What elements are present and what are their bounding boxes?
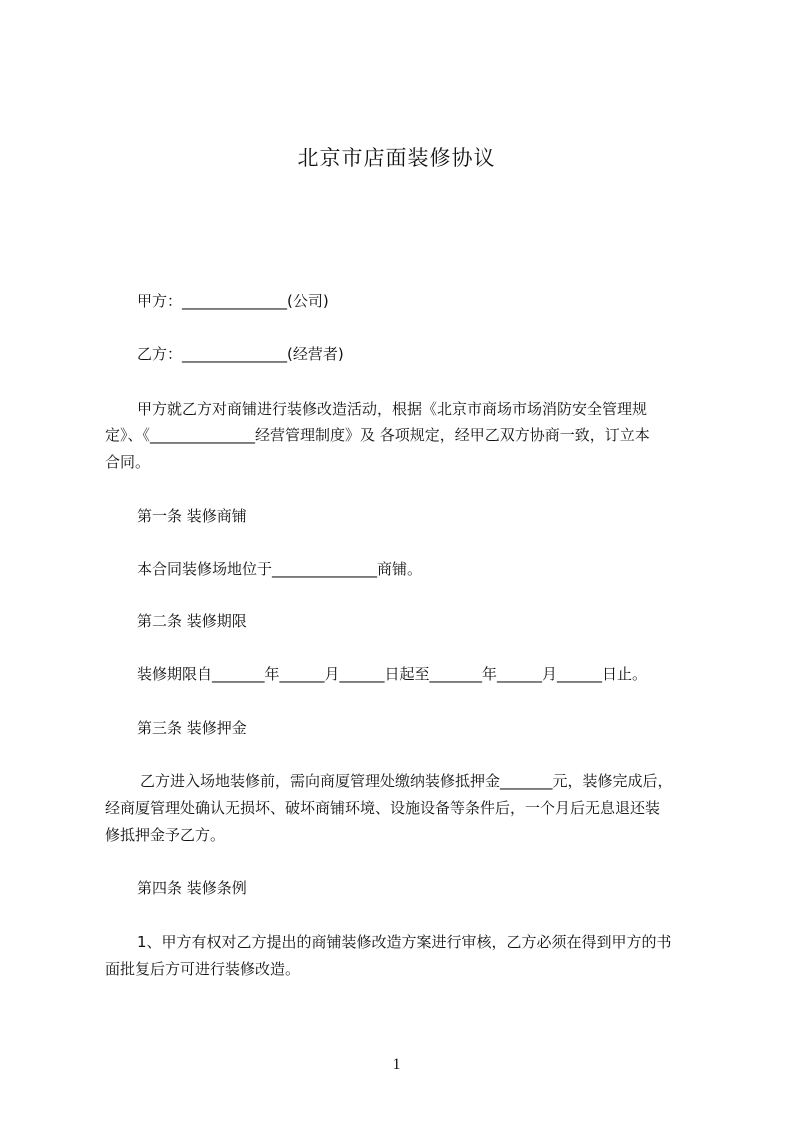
article-3-heading: 第三条 装修押金 <box>137 719 247 737</box>
article-2-text: 装修期限自_______年______月______日起至_______年______月______日止。 <box>137 665 648 683</box>
document-title: 北京市店面装修协议 <box>297 146 496 170</box>
page-number: 1 <box>392 1056 401 1073</box>
article-4-item-1-line-2: 面批复后方可进行装修改造。 <box>105 960 301 978</box>
article-1-text: 本合同装修场地位于______________商铺。 <box>137 560 423 578</box>
preamble-line-1: 甲方就乙方对商铺进行装修改造活动，根据《北京市商场市场消防安全管理规 <box>137 400 648 418</box>
party-b-line: 乙方：______________(经营者) <box>137 345 344 363</box>
article-3-line-2: 经商厦管理处确认无损坏、破坏商铺环境、设施设备等条件后，一个月后无息退还装 <box>105 799 661 817</box>
article-4-item-1-line-1: 1、甲方有权对乙方提出的商铺装修改造方案进行审核，乙方必须在得到甲方的书 <box>137 933 672 951</box>
preamble-line-2: 定》、《______________经营管理制度》及 各项规定，经甲乙双方协商一致，订立本 <box>105 426 650 444</box>
article-3-line-3: 修抵押金予乙方。 <box>105 826 226 844</box>
article-4-heading: 第四条 装修条例 <box>137 879 247 897</box>
article-1-heading: 第一条 装修商铺 <box>137 507 247 525</box>
party-a-line: 甲方：______________(公司) <box>137 292 329 310</box>
preamble-line-3: 合同。 <box>105 453 151 471</box>
article-2-heading: 第二条 装修期限 <box>137 612 247 630</box>
article-3-line-1: 乙方进入场地装修前，需向商厦管理处缴纳装修抵押金_______元，装修完成后， <box>140 772 673 790</box>
